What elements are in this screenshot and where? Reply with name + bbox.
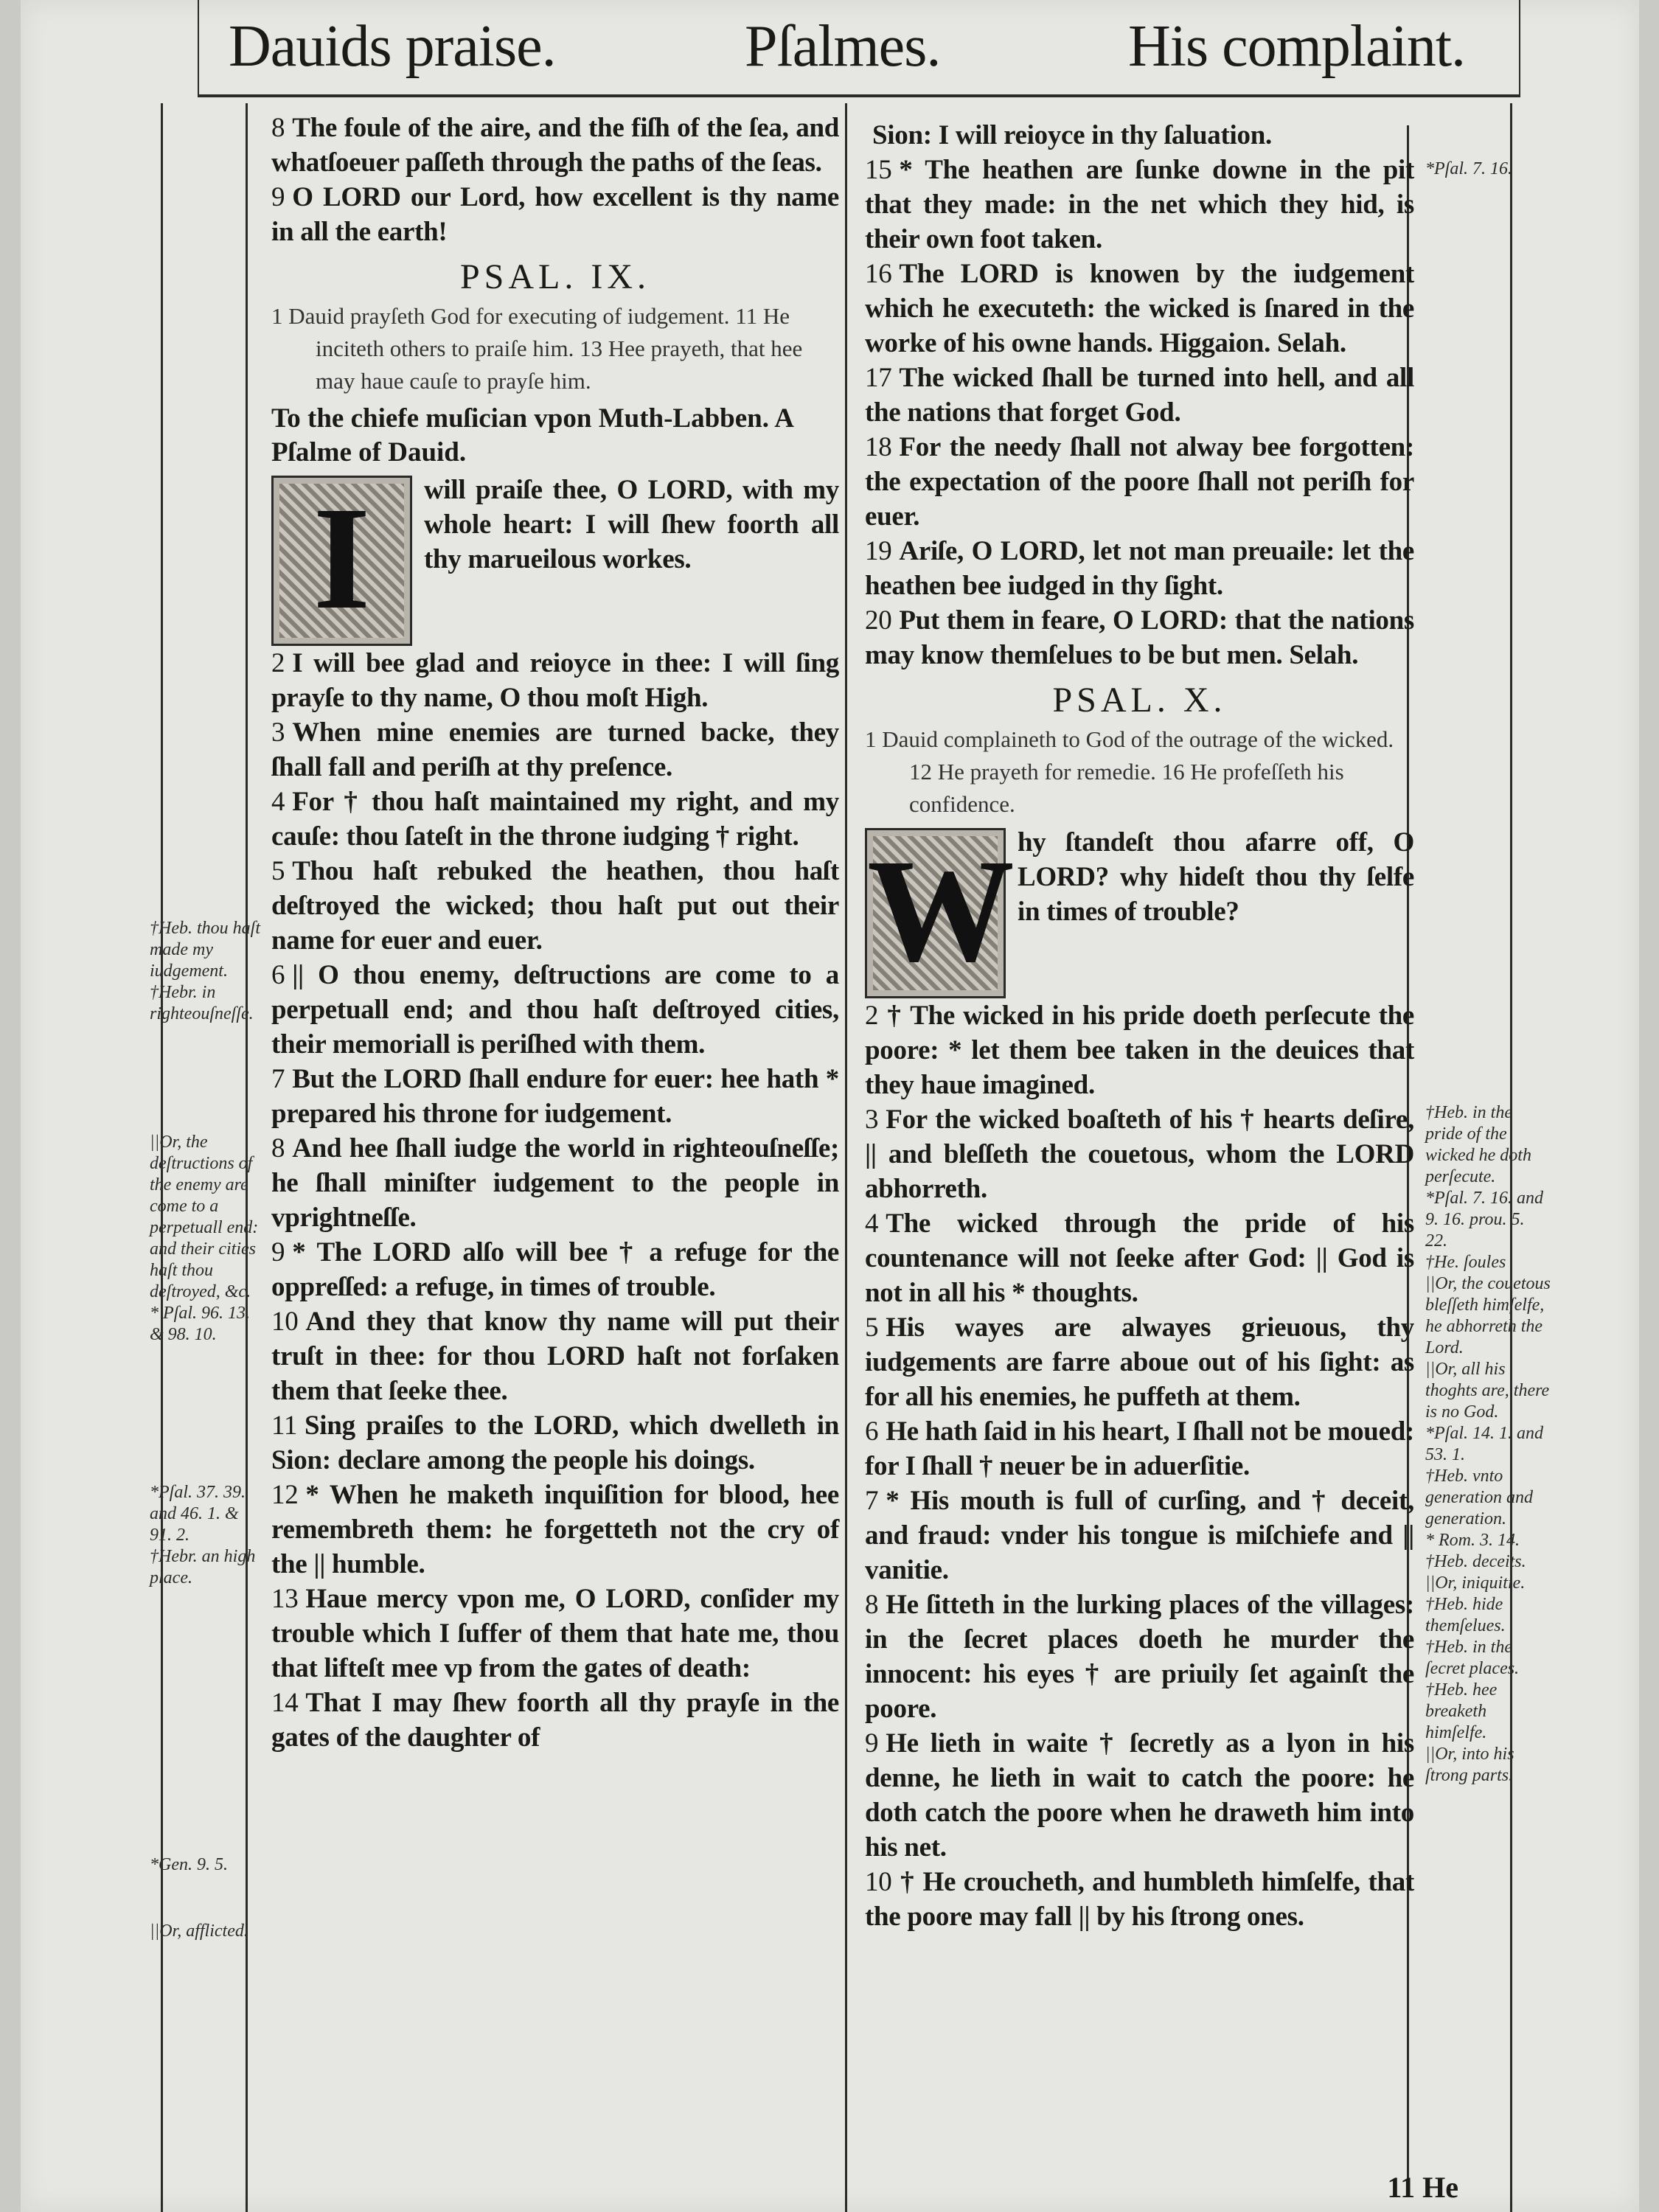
verse: 4 For † thou haſt maintained my right, and my cauſe: thou ſateſt in the throne iudging † right. bbox=[271, 787, 839, 852]
left-margin-notes bbox=[150, 1482, 260, 1589]
margin-note: *Gen. 9. 5. bbox=[150, 1855, 228, 1874]
verse: 8 The foule of the aire, and the fiſh of the ſea, and whatſoeuer paſſeth through the paths of the ſeas. bbox=[271, 113, 839, 178]
verse: 16 The LORD is knowen by the iudgement which he executeth: the wicked is ſnared in the worke of his owne hands. Higgaion. Selah. bbox=[865, 259, 1414, 358]
verse: 6 || O thou enemy, deſtructions are come to a perpetuall end; and thou haſt deſtroyed cities, their memoriall is periſhed with them. bbox=[271, 960, 839, 1060]
running-head-right: His complaint. bbox=[1128, 14, 1466, 79]
verse: 18 For the needy ſhall not alway bee forgotten: the expectation of the poore ſhall not periſh for euer. bbox=[865, 432, 1414, 532]
page bbox=[21, 0, 1639, 2212]
verse: 13 Haue mercy vpon me, O LORD, conſider my trouble which I ſuffer of them that hate me, thou that lifteſt mee vp from the gates of death: bbox=[271, 1584, 839, 1683]
verse: 7 * His mouth is full of curſing, and † deceit, and fraud: vnder his tongue is miſchiefe and || vanitie. bbox=[865, 1486, 1414, 1585]
verse: Sion: I will reioyce in thy ſaluation. bbox=[872, 120, 1272, 150]
verse: 14 That I may ſhew foorth all thy prayſe in the gates of the daughter of bbox=[271, 1688, 839, 1753]
verse: 8 He ſitteth in the lurking places of the villages: in the ſecret places doeth he murder the innocent: his eyes † are priuily ſet againſt the poore. bbox=[865, 1590, 1414, 1724]
verse: 8 And hee ſhall iudge the world in righteouſneſſe; he ſhall miniſter iudgement to the people in vprightneſſe. bbox=[271, 1133, 839, 1233]
verse: 10 And they that know thy name will put their truſt in thee: for thou LORD haſt not forſaken them that ſeeke thee. bbox=[271, 1307, 839, 1406]
psalm-title: PSAL. X. bbox=[1052, 681, 1227, 720]
verse: 3 For the wicked boaſteth of his † hearts deſire, || and bleſſeth the couetous, whom the LORD abhorreth. bbox=[865, 1105, 1414, 1204]
catchword: 11 He bbox=[1387, 2171, 1458, 2204]
psalm-title: PSAL. IX. bbox=[459, 257, 651, 296]
margin-note: †Heb. in the pride of the wicked he doth perſecute. *Pſal. 7. 16. and 9. 16. prou. 5. 22. †He. ſoules ||Or, the couetous bleſſeth himſelfe, he abhorreth the Lord. ||Or, all his thoghts are, there is no God. *Pſal. 14. 1. and 53. 1. †Heb. vnto generation and generation. * Rom. 3. 14. †Heb. deceits. ||Or, iniquitie. †Heb. hide themſelues. †Heb. in the ſecret places. †Heb. hee breaketh himſelfe. ||Or, into his ſtrong parts. bbox=[1425, 1103, 1551, 1785]
left-margin-notes bbox=[150, 918, 260, 1025]
left-margin-notes bbox=[150, 1854, 260, 1876]
verse: 12 * When he maketh inquiſition for blood, hee remembreth them: he forgetteth not the cry of the || humble. bbox=[271, 1480, 839, 1579]
verse: 2 I will bee glad and reioyce in thee: I will ſing prayſe to thy name, O thou moſt High. bbox=[271, 648, 839, 713]
verse: 6 He hath ſaid in his heart, I ſhall not be moued: for I ſhall † neuer be in aduerſitie. bbox=[865, 1416, 1414, 1481]
opening-verse: hy ſtandeſt thou afarre off, O LORD? why hideſt thou thy ſelfe in times of trouble? bbox=[1018, 827, 1414, 927]
superscription: To the chiefe muſician vpon Muth-Labben. A Pſalme of Dauid. bbox=[271, 403, 793, 467]
psalm-summary: 1 Dauid prayſeth God for executing of iudgement. 11 He inciteth others to praiſe him. 13 Hee prayeth, that hee may haue cauſe to prayſe him. bbox=[271, 303, 803, 394]
margin-note: *Pſal. 7. 16. bbox=[1425, 159, 1512, 178]
opening-verse: will praiſe thee, O LORD, with my whole heart: I will ſhew foorth all thy marueilous workes. bbox=[424, 475, 839, 574]
running-head-left: Dauids praise. bbox=[229, 14, 556, 79]
margin-note: *Pſal. 37. 39. and 46. 1. & 91. 2. †Hebr. an high place. bbox=[150, 1483, 256, 1587]
verse: 11 Sing praiſes to the LORD, which dwelleth in Sion: declare among the people his doings. bbox=[271, 1411, 839, 1475]
margin-note: ||Or, afflicted. bbox=[150, 1921, 248, 1941]
verse: 17 The wicked ſhall be turned into hell, and all the nations that forget God. bbox=[865, 363, 1414, 428]
verse: 4 The wicked through the pride of his countenance will not ſeeke after God: || God is not in all his * thoughts. bbox=[865, 1208, 1414, 1308]
verse: 3 When mine enemies are turned backe, they ſhall fall and periſh at thy preſence. bbox=[271, 717, 839, 782]
opening-verse-block bbox=[865, 825, 1414, 998]
verse: 19 Ariſe, O LORD, let not man preuaile: let the heathen bee iudged in thy ſight. bbox=[865, 536, 1414, 601]
left-margin-notes bbox=[150, 1921, 260, 1942]
running-head-center: Pſalmes. bbox=[745, 14, 941, 79]
verse: 20 Put them in feare, O LORD: that the nations may know themſelues to be but men. Selah. bbox=[865, 605, 1414, 670]
verse: 9 He lieth in waite † ſecretly as a lyon in his denne, he lieth in wait to catch the poore: he doth catch the poore when he draweth him into his net. bbox=[865, 1728, 1414, 1863]
verse: 10 † He croucheth, and humbleth himſelfe, that the poore may fall || by his ſtrong ones. bbox=[865, 1867, 1414, 1932]
left-column bbox=[271, 111, 839, 1755]
center-gutter-rule bbox=[845, 103, 847, 2212]
verse: 2 † The wicked in his pride doeth perſecute the poore: * let them bee taken in the deuices that they haue imagined. bbox=[865, 1001, 1414, 1100]
right-margin-notes bbox=[1425, 1102, 1551, 1787]
right-margin-notes bbox=[1425, 159, 1551, 180]
ornamental-initial: I bbox=[271, 476, 412, 646]
left-margin-notes bbox=[150, 1132, 260, 1346]
opening-verse-block bbox=[271, 473, 839, 646]
verse: 5 Thou haſt rebuked the heathen, thou haſt deſtroyed the wicked; thou haſt put out their name for euer and euer. bbox=[271, 856, 839, 956]
verse: 15 * The heathen are ſunke downe in the pit that they made: in the net which they hid, is their own foot taken. bbox=[865, 155, 1414, 254]
right-column bbox=[865, 118, 1414, 1934]
ornamental-initial: W bbox=[865, 828, 1006, 998]
running-head bbox=[198, 0, 1520, 97]
verse: 9 * The LORD alſo will bee † a refuge for the oppreſſed: a refuge, in times of trouble. bbox=[271, 1237, 839, 1302]
margin-note: ||Or, the deſtructions of the enemy are come to a perpetuall end: and their cities haſt thou deſtroyed, &c. * Pſal. 96. 13. & 98. 10. bbox=[150, 1133, 259, 1344]
verse: 7 But the LORD ſhall endure for euer: hee hath * prepared his throne for iudgement. bbox=[271, 1064, 839, 1129]
verse: 9 O LORD our Lord, how excellent is thy name in all the earth! bbox=[271, 182, 839, 247]
psalm-summary: 1 Dauid complaineth to God of the outrage of the wicked. 12 He prayeth for remedie. 16 He profeſſeth his confidence. bbox=[865, 726, 1394, 817]
verse: 5 His wayes are alwayes grieuous, thy iudgements are farre aboue out of his ſight: as for all his enemies, he puffeth at them. bbox=[865, 1312, 1414, 1412]
margin-note: †Heb. thou haſt made my iudgement. †Hebr. in righteouſneſſe. bbox=[150, 919, 260, 1023]
